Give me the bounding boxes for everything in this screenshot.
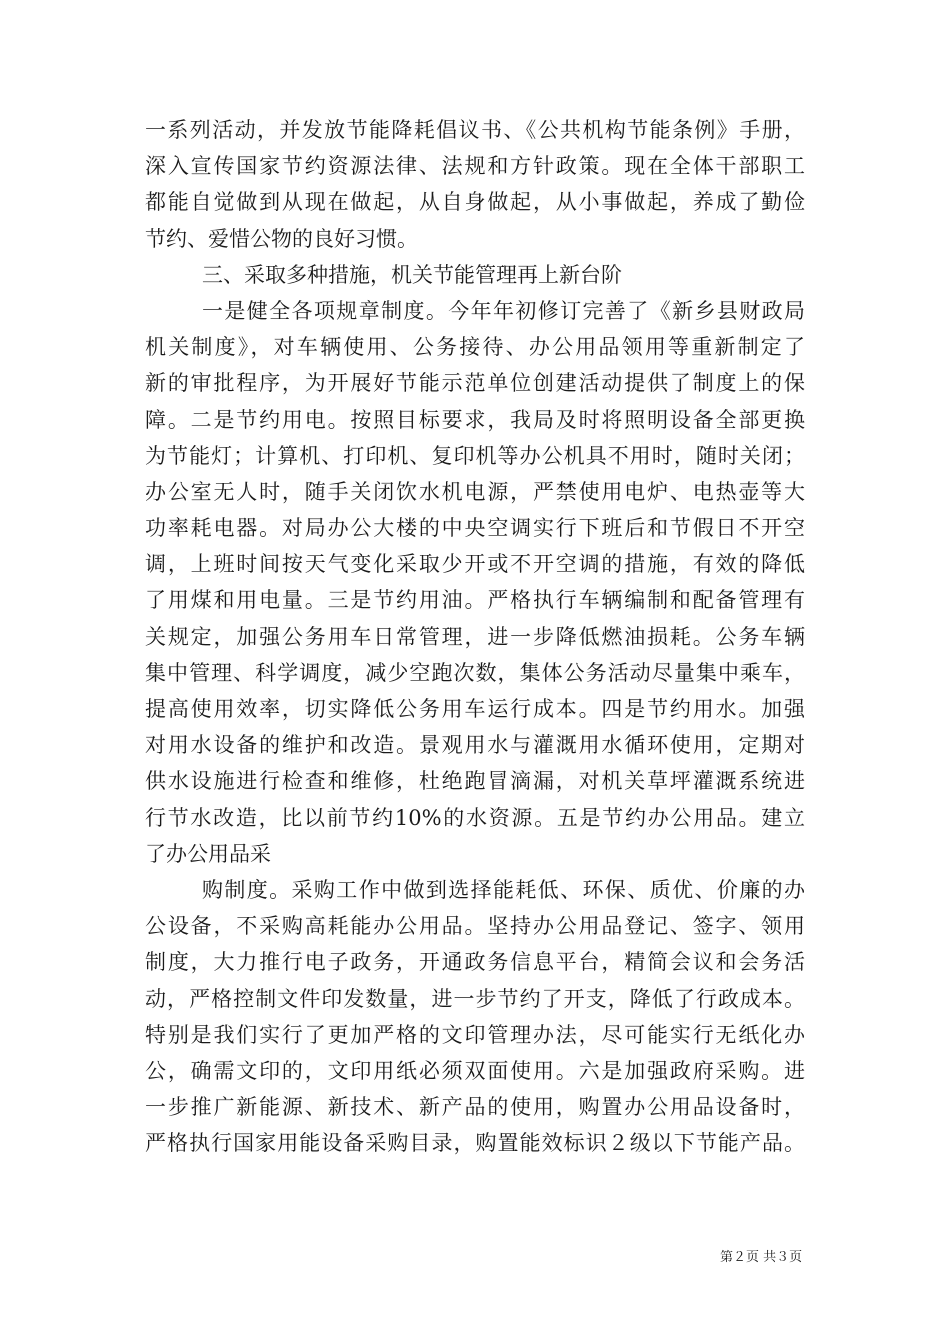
page-number-footer: 第２页 共３页 (720, 1250, 803, 1265)
text-line: 对用水设备的维护和改造。景观用水与灌溉用水循环使用，定期对 (145, 733, 805, 758)
text-line: 了用煤和用电量。三是节约用油。严格执行车辆编制和配备管理有 (145, 588, 805, 613)
section-heading: 三、采取多种措施，机关节能管理再上新台阶 (202, 262, 622, 287)
text-line: 购制度。采购工作中做到选择能耗低、环保、质优、价廉的办 (202, 877, 805, 902)
text-line: 集中管理、科学调度，减少空跑次数，集体公务活动尽量集中乘车， (145, 660, 805, 685)
text-line: 了办公用品采 (145, 841, 271, 866)
text-line: 公，确需文印的，文印用纸必须双面使用。六是加强政府采购。进 (145, 1058, 805, 1083)
text-line: 新的审批程序，为开展好节能示范单位创建活动提供了制度上的保 (145, 371, 805, 396)
document-body (145, 112, 805, 1161)
text-line: 供水设施进行检查和维修，杜绝跑冒滴漏，对机关草坪灌溉系统进 (145, 769, 805, 794)
text-line: 公设备，不采购高耗能办公用品。坚持办公用品登记、签字、领用 (145, 914, 805, 939)
text-line: 一是健全各项规章制度。今年年初修订完善了《新乡县财政局 (202, 298, 805, 323)
text-line: 提高使用效率，切实降低公务用车运行成本。四是节约用水。加强 (145, 697, 805, 721)
text-line: 动，严格控制文件印发数量，进一步节约了开支，降低了行政成本。 (145, 986, 805, 1011)
text-line: 都能自觉做到从现在做起，从自身做起，从小事做起，养成了勤俭 (145, 190, 805, 215)
text-line: 节约、爱惜公物的良好习惯。 (145, 226, 418, 251)
text-line: 关规定，加强公务用车日常管理，进一步降低燃油损耗。公务车辆 (145, 624, 805, 649)
text-line: 行节水改造，比以前节约10%的水资源。五是节约办公用品。建立 (145, 805, 805, 830)
text-line: 机关制度》，对车辆使用、公务接待、办公用品领用等重新制定了 (145, 335, 805, 360)
text-line: 调，上班时间按天气变化采取少开或不开空调的措施，有效的降低 (145, 552, 805, 577)
text-line: 功率耗电器。对局办公大楼的中央空调实行下班后和节假日不开空 (145, 516, 805, 541)
text-line: 严格执行国家用能设备采购目录，购置能效标识２级以下节能产品。 (145, 1131, 805, 1156)
text-line: 办公室无人时，随手关闭饮水机电源，严禁使用电炉、电热壶等大 (145, 479, 805, 504)
text-line: 特别是我们实行了更加严格的文印管理办法，尽可能实行无纸化办 (145, 1022, 805, 1047)
text-line: 制度，大力推行电子政务，开通政务信息平台，精简会议和会务活 (145, 950, 805, 975)
text-line: 障。二是节约用电。按照目标要求，我局及时将照明设备全部更换 (145, 407, 805, 432)
text-line: 深入宣传国家节约资源法律、法规和方针政策。现在全体干部职工 (145, 154, 805, 179)
text-line: 为节能灯；计算机、打印机、复印机等办公机具不用时，随时关闭； (145, 443, 805, 468)
text-line: 一系列活动，并发放节能降耗倡议书、《公共机构节能条例》手册， (145, 118, 805, 142)
text-line: 一步推广新能源、新技术、新产品的使用，购置办公用品设备时， (145, 1095, 805, 1120)
